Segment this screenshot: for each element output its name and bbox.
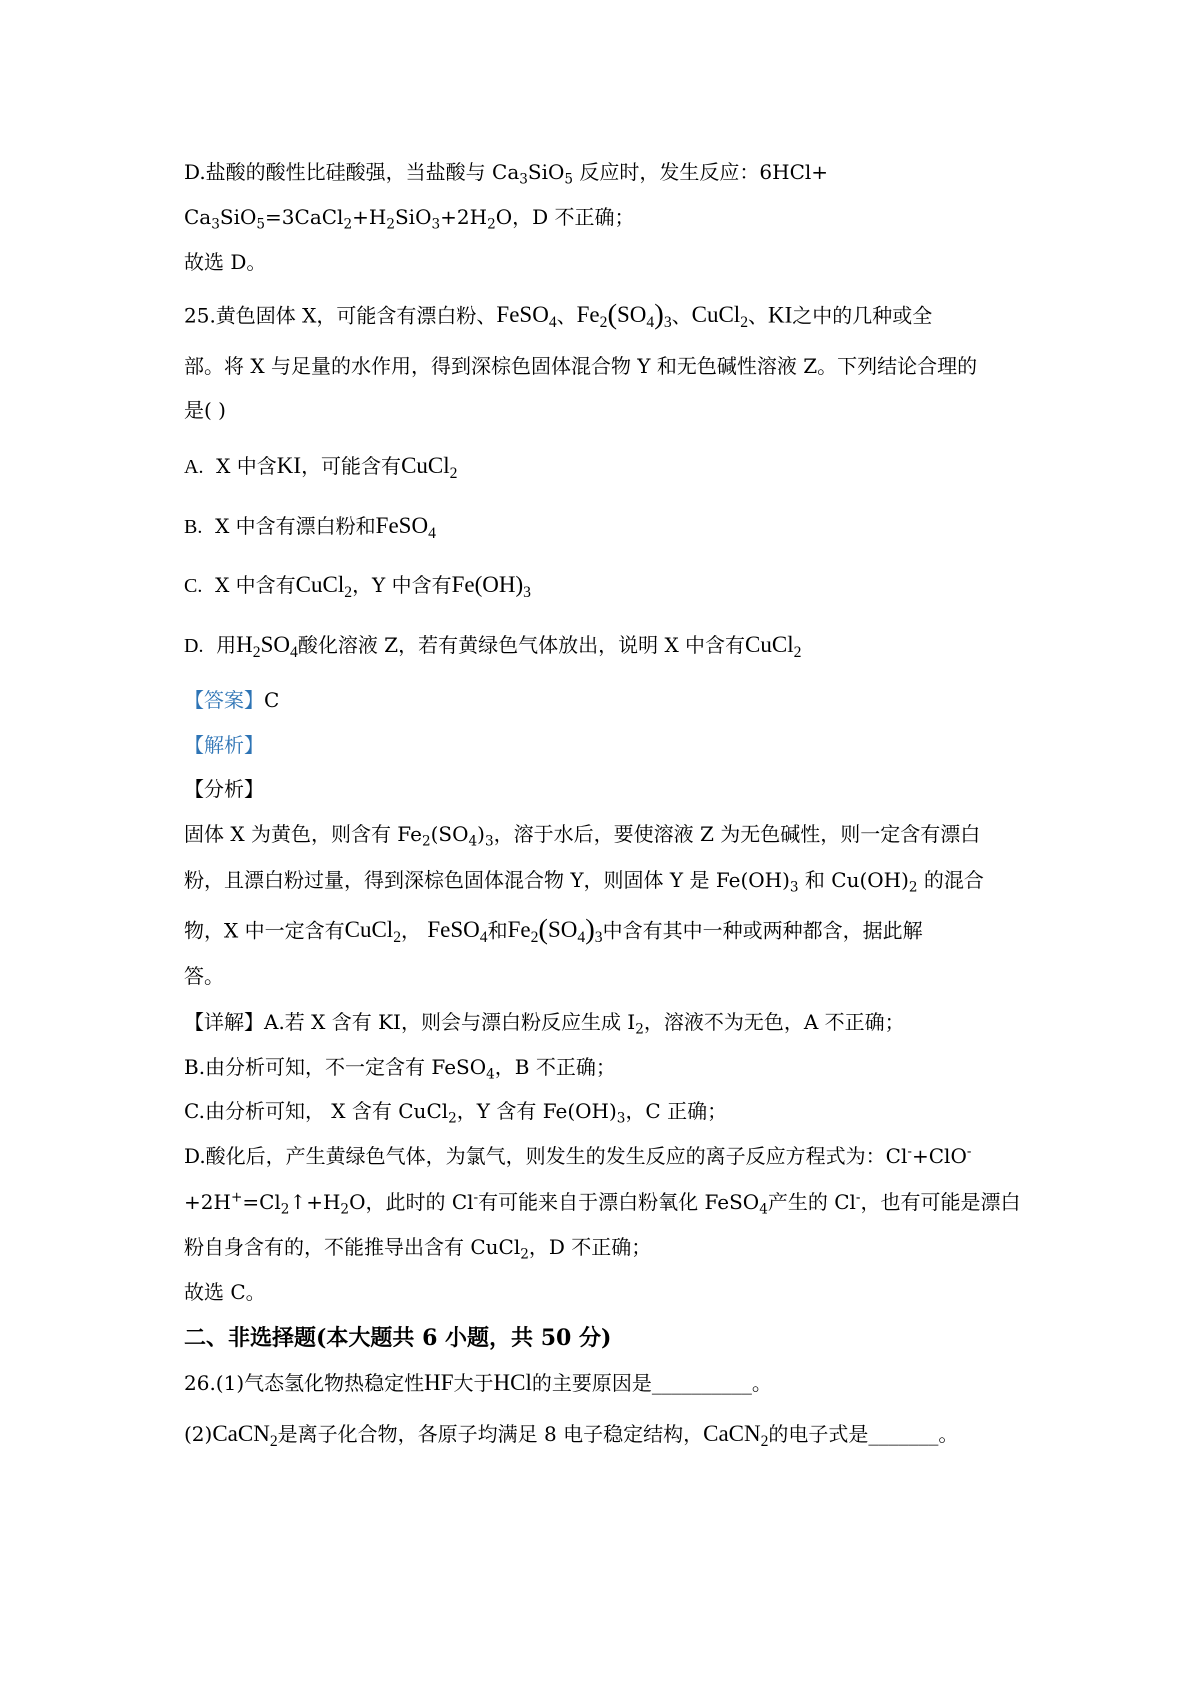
answer-tag: 【答案】: [184, 688, 264, 712]
q24-option-d-line-1: D.盐酸的酸性比硅酸强，当盐酸与 $Ca_3SiO_5$ 反应时，发生反应：6HCl+: [184, 160, 829, 188]
q24-option-d-line-2: $Ca_3SiO_5=3CaCl_2+H_2SiO_3+2H_2O$，D 不正确；: [184, 205, 635, 233]
analysis-line-3: 物，X 中一定含有CuCl$_2$， FeSO$_4$和$Fe_2(SO_4)_3$中含有其中一种或两种都含，据此解: [184, 914, 923, 947]
q25-option-b: B. X 中含有漂白粉和FeSO$_4$: [184, 513, 436, 542]
detail-line-4: D.酸化后，产生黄绿色气体，为氯气，则发生的发生反应的离子反应方程式为：Cl-+ClO-: [184, 1143, 972, 1168]
q25-stem-line-1: 25.黄色固体 X，可能含有漂白粉、FeSO$_4$、$Fe_2(SO_4)_3$、CuCl$_2$、KI之中的几种或全: [184, 299, 933, 332]
detail-line-6: 粉自身含有的，不能推导出含有 CuCl$_2$，D 不正确；: [184, 1235, 652, 1263]
q26-part-2: (2)CaCN$_2$是离子化合物，各原子均满足 8 电子稳定结构，CaCN$_2$的电子式是_______。: [184, 1421, 959, 1450]
detail-conclusion: 故选 C。: [184, 1280, 266, 1304]
detail-line-3: C.由分析可知， X 含有 CuCl$_2$，Y 含有 $Fe(OH)_3$，C 正确；: [184, 1099, 728, 1127]
q25-stem-line-2: 部。将 X 与足量的水作用，得到深棕色固体混合物 Y 和无色碱性溶液 Z。下列结论合理的: [184, 354, 978, 378]
q25-stem-line-3: 是( ): [184, 398, 226, 422]
detail-line-2: B.由分析可知，不一定含有 FeSO$_4$，B 不正确；: [184, 1055, 616, 1083]
analysis-tag: 【解析】: [184, 733, 264, 757]
fenxi-tag: 【分析】: [184, 777, 264, 801]
q26-part-1: 26.(1)气态氢化物热稳定性HF大于HCl的主要原因是__________。: [184, 1370, 772, 1395]
detail-line-1: 【详解】A.若 X 含有 KI，则会与漂白粉反应生成 $I_2$，溶液不为无色，A 不正确；: [184, 1010, 905, 1038]
section-heading: 二、非选择题(本大题共 6 小题，共 50 分): [184, 1325, 612, 1351]
q24-conclusion: 故选 D。: [184, 250, 267, 274]
q25-answer: 【答案】C: [184, 688, 280, 712]
analysis-line-2: 粉，且漂白粉过量，得到深棕色固体混合物 Y，则固体 Y 是 $Fe(OH)_3$ 和 $Cu(OH)_2$ 的混合: [184, 868, 984, 896]
analysis-line-1: 固体 X 为黄色，则含有 $Fe_2(SO_4)_3$，溶于水后，要使溶液 Z 为无色碱性，则一定含有漂白: [184, 822, 981, 850]
analysis-line-4: 答。: [184, 964, 224, 988]
detail-line-5: $+2H^+=Cl_2↑+H_2O$，此时的 Cl-有可能来自于漂白粉氧化 FeSO$_4$产生的 Cl-，也有可能是漂白: [184, 1189, 1021, 1218]
q25-option-c: C. X 中含有CuCl$_2$，Y 中含有$Fe(OH)_3$: [184, 572, 531, 601]
q25-option-a: A. X 中含KI，可能含有CuCl$_2$: [184, 453, 458, 482]
q25-option-d: D. 用$H_2SO_4$酸化溶液 Z，若有黄绿色气体放出，说明 X 中含有CuCl$_2$: [184, 632, 802, 661]
